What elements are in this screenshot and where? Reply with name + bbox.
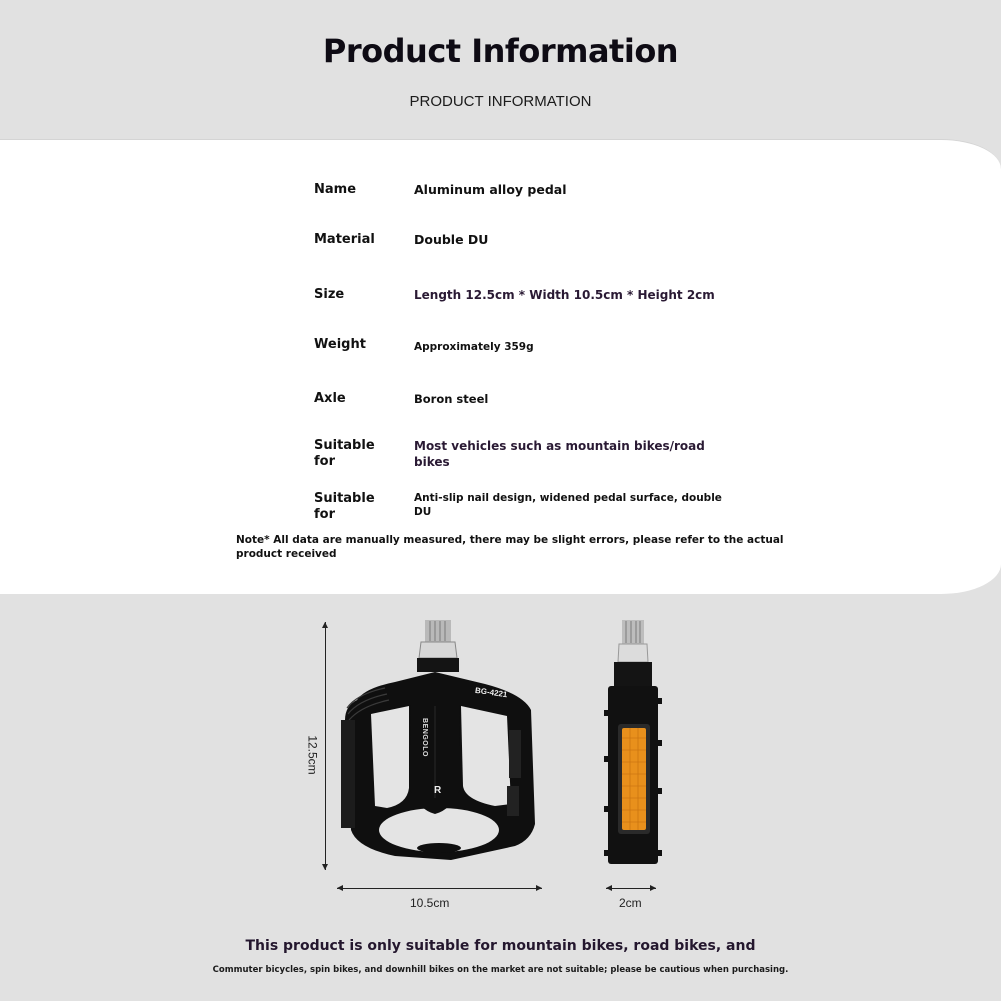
depth-dimension-line [606,888,656,889]
depth-dimension-label: 2cm [619,896,642,910]
width-dimension-line [337,888,542,889]
spec-value: Length 12.5cm * Width 10.5cm * Height 2cm [414,288,715,302]
spec-label: Weight [314,337,366,352]
compatibility-notice: This product is only suitable for mountain bikes, road bikes, and [245,938,756,954]
spec-value: Boron steel [414,392,489,406]
spec-label: Name [314,182,357,197]
side-marker: R [434,785,442,796]
model-label: BG-4221 [474,685,508,700]
spec-value: Most vehicles such as mountain bikes/road bikes [414,439,705,469]
spec-label: Suitable for [314,491,375,522]
height-dimension-line [325,622,326,870]
spec-label: Size [314,287,345,302]
pedal-side-view [604,618,662,868]
pedal-front-view [335,618,547,868]
spec-card [0,139,1001,594]
height-dimension-label: 12.5cm [305,735,320,775]
spec-label: Axle [314,391,346,406]
width-dimension-label: 10.5cm [410,896,450,910]
spec-value: Double DU [414,232,489,247]
page-subtitle: PRODUCT INFORMATION [409,93,592,110]
spec-label: Material [314,232,375,247]
spec-value: Aluminum alloy pedal [414,182,567,197]
spec-label: Suitable for [314,438,375,469]
compatibility-warning: Commuter bicycles, spin bikes, and downhill bikes on the market are not suitable; please be cautious when purchasing. [212,965,789,975]
page-header [0,0,1001,139]
spec-value: Anti-slip nail design, widened pedal surface, double DU [414,492,722,518]
page-title: Product Information [322,32,679,70]
measurement-note: Note* All data are manually measured, there may be slight errors, please refer to the actual product received [236,534,784,560]
spec-value: Approximately 359g [414,341,534,353]
brand-label: BENGOLO [420,718,428,757]
